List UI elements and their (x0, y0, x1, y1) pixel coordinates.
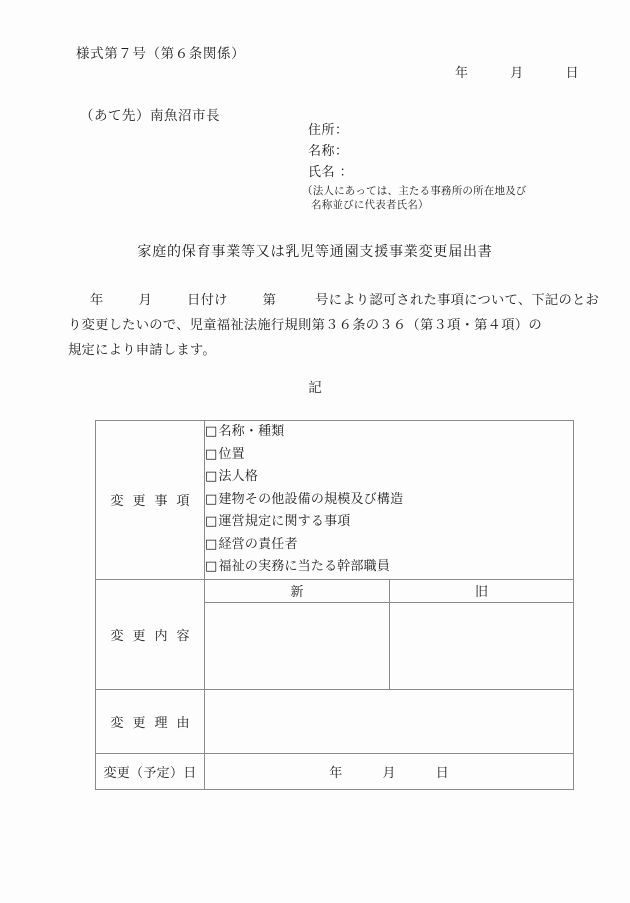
input-change-content-old[interactable] (390, 602, 574, 689)
label-change-content: 変更内容 (96, 579, 205, 689)
input-change-content-new[interactable] (205, 602, 390, 689)
check-item-label-3: 建物その他設備の規模及び構造 (218, 491, 404, 507)
check-item-1[interactable] (205, 444, 573, 467)
body-line1-rest: 号により認可された事項について、下記のとお (315, 293, 600, 308)
body-line-2: り変更したいので、児童福祉法施行規則第３６条の３６（第３項・第４項）の (68, 318, 542, 333)
body-line-1 (68, 288, 600, 313)
check-item-3[interactable] (205, 489, 573, 512)
check-item-label-5: 経営の責任者 (218, 536, 298, 552)
table-row-new-old-header (96, 579, 574, 602)
applicant-person-label: 氏名 ： (308, 165, 354, 180)
change-date-month: 月 (382, 765, 396, 781)
form-number: 様式第７号（第６条関係） (76, 46, 246, 62)
addressee-line: （あて先）南魚沼市長 (80, 108, 220, 124)
input-change-date[interactable] (205, 753, 574, 789)
header-date-day: 日 (565, 66, 579, 81)
change-items-checklist (205, 421, 574, 580)
body-line1-dayterm: 日付け (187, 293, 228, 308)
check-item-6[interactable] (205, 556, 573, 579)
applicant-address-label: 住所： (308, 123, 349, 138)
check-item-label-1: 位置 (218, 446, 245, 462)
applicant-block (302, 120, 527, 212)
checkbox-icon-4[interactable]: □ (205, 514, 218, 529)
subheader-new: 新 (205, 579, 390, 602)
header-date-line (455, 62, 579, 81)
checkbox-icon-5[interactable]: □ (205, 536, 218, 552)
input-change-reason[interactable] (205, 689, 574, 753)
header-date-year: 年 (455, 66, 469, 81)
body-line1-year: 年 (90, 293, 104, 308)
applicant-note-line2: 名称並びに代表者氏名） (311, 199, 429, 211)
check-item-2[interactable] (205, 466, 573, 489)
check-item-label-0: 名称・種類 (218, 424, 285, 439)
ki-mark: 記 (308, 380, 322, 396)
document-title: 家庭的保育事業等又は乳児等通園支援事業変更届出書 (137, 244, 493, 260)
applicant-note-line1: （法人にあっては、主たる事務所の所在地及び (302, 185, 527, 197)
label-change-items: 変更事項 (96, 421, 205, 580)
table-row-change-items (96, 421, 574, 580)
body-paragraph (68, 288, 600, 363)
checkbox-icon-2[interactable]: □ (205, 469, 218, 484)
change-date-year: 年 (329, 765, 343, 781)
table-row-change-reason (96, 689, 574, 753)
checkbox-icon-1[interactable]: □ (205, 446, 218, 462)
checkbox-icon-3[interactable]: □ (205, 491, 218, 507)
check-item-4[interactable] (205, 511, 573, 534)
check-item-label-2: 法人格 (218, 469, 259, 484)
applicant-name-label: 名称： (308, 144, 349, 159)
subheader-old: 旧 (390, 579, 574, 602)
check-item-0[interactable] (205, 421, 573, 444)
body-line1-number-prefix: 第 (262, 293, 277, 308)
applicant-note (302, 184, 527, 212)
label-change-date: 変更（予定）日 (96, 753, 205, 789)
checkbox-icon-0[interactable]: □ (205, 424, 218, 439)
check-item-label-4: 運営規定に関する事項 (218, 514, 351, 529)
check-item-label-6: 福祉の実務に当たる幹部職員 (218, 559, 391, 574)
change-date-day: 日 (435, 765, 449, 781)
checkbox-icon-6[interactable]: □ (205, 559, 218, 574)
change-notification-table (95, 420, 574, 790)
table-row-change-date (96, 753, 574, 789)
check-item-5[interactable] (205, 534, 573, 557)
body-line-3: 規定により申請します。 (68, 343, 216, 358)
label-change-reason: 変更理由 (96, 689, 205, 753)
body-line1-month: 月 (138, 293, 153, 308)
header-date-month: 月 (510, 66, 524, 81)
